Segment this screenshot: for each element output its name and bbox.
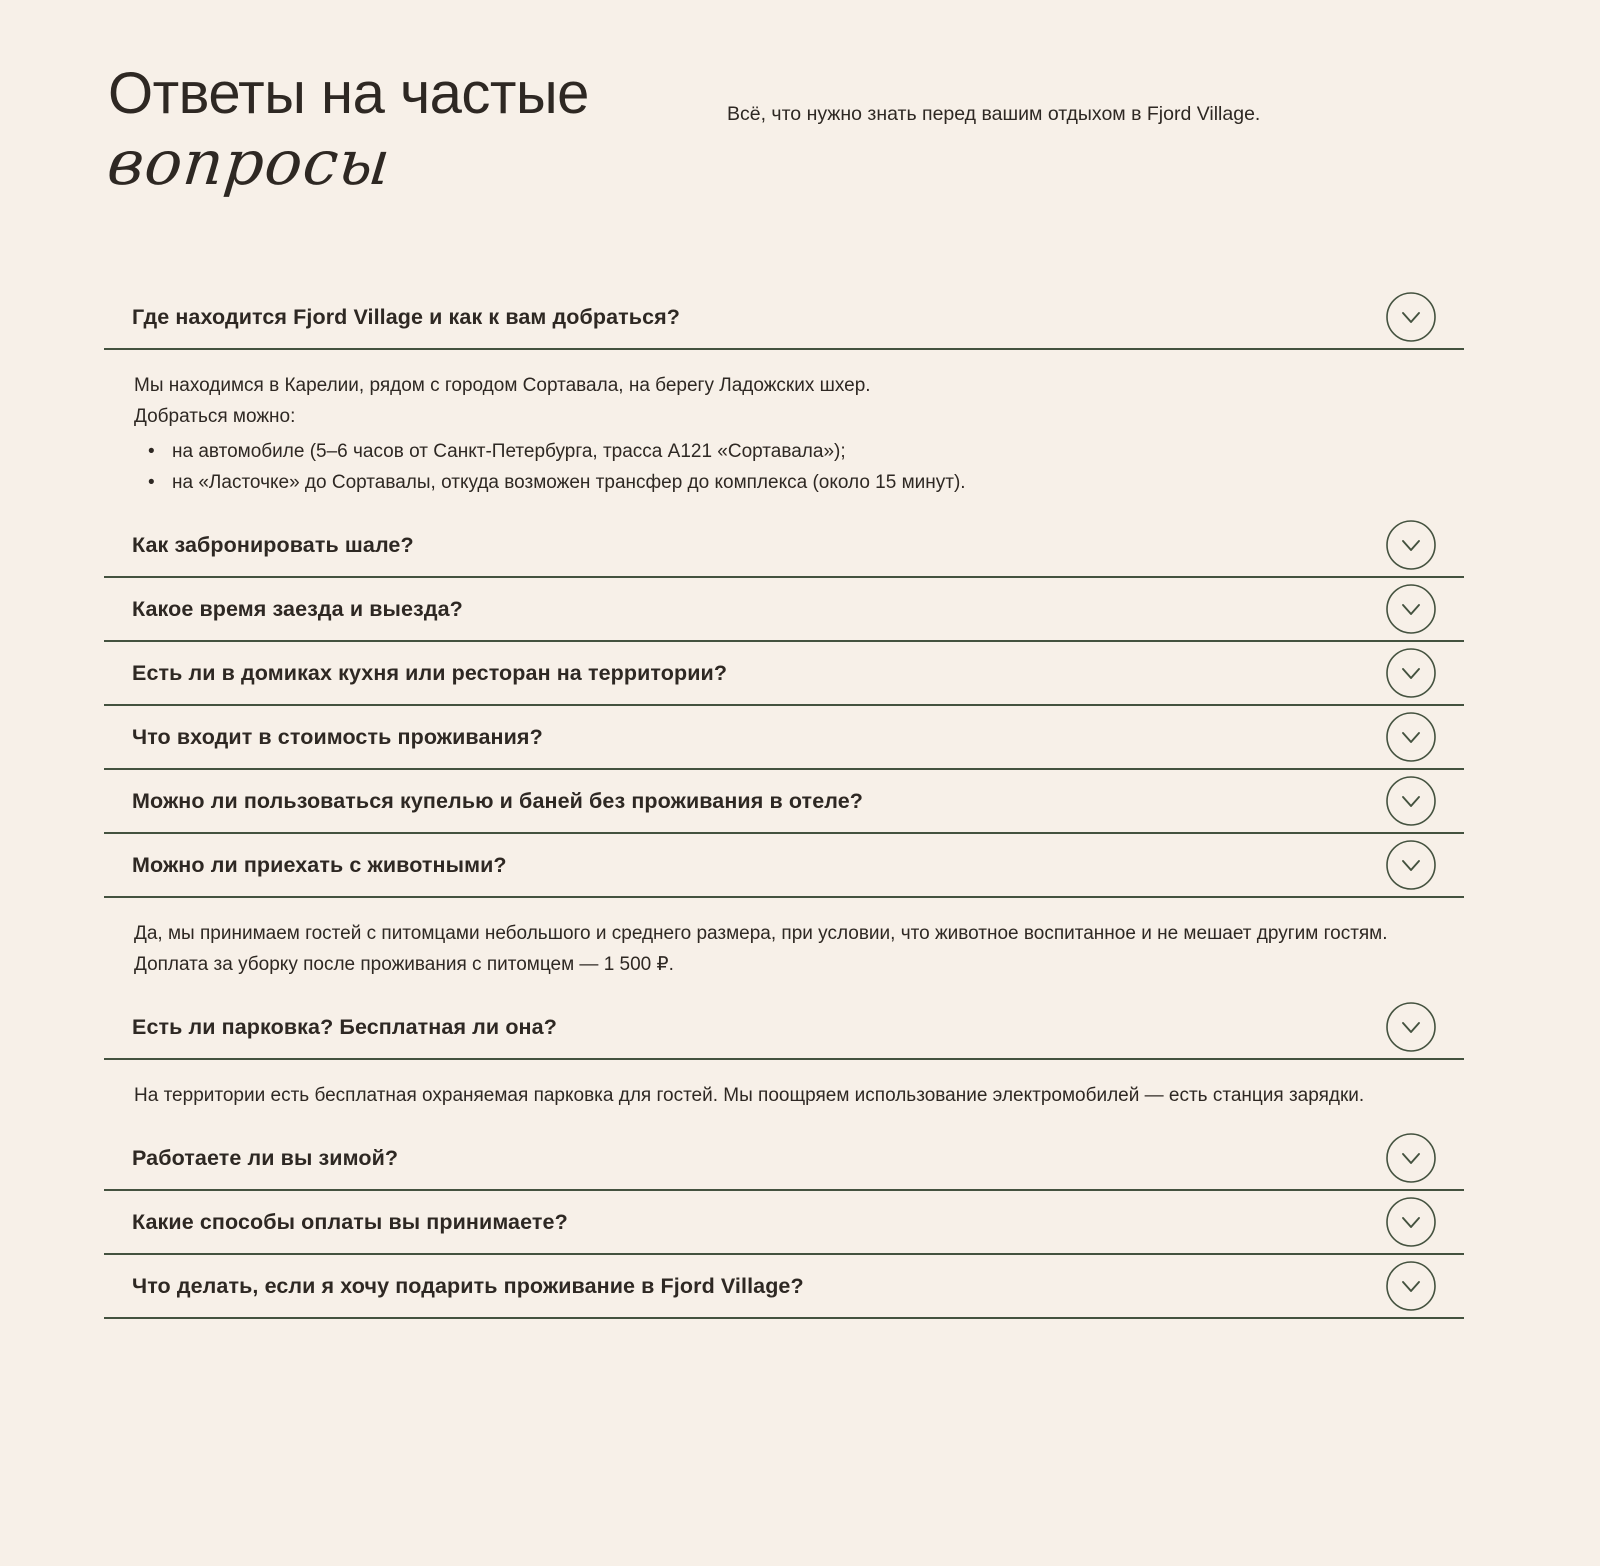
chevron-down-icon[interactable]	[1386, 1133, 1436, 1183]
faq-item	[104, 286, 1464, 514]
chevron-down-icon[interactable]	[1386, 648, 1436, 698]
faq-question-label: Есть ли парковка? Бесплатная ли она?	[132, 1015, 557, 1039]
faq-divider	[104, 1317, 1464, 1319]
faq-question-row[interactable]	[104, 1255, 1464, 1317]
faq-item	[104, 1191, 1464, 1255]
faq-answer-list-item: • на автомобиле (5–6 часов от Санкт-Петербурга, трасса А121 «Сортавала»);	[170, 436, 1434, 467]
faq-answer	[104, 898, 1464, 996]
faq-question-label: Можно ли пользоваться купелью и баней без проживания в отеле?	[132, 789, 864, 813]
page-title-line-2: вопросы	[104, 126, 395, 199]
chevron-down-icon[interactable]	[1386, 520, 1436, 570]
faq-answer-paragraph: Мы находимся в Карелии, рядом с городом Сортавала, на берегу Ладожских шхер.	[134, 375, 871, 396]
page-subtitle: Всё, что нужно знать перед вашим отдыхом в Fjord Village.	[727, 103, 1261, 125]
faq-question-label: Какое время заезда и выезда?	[132, 597, 463, 621]
chevron-down-icon[interactable]	[1386, 292, 1436, 342]
faq-item	[104, 834, 1464, 996]
faq-answer-paragraph: На территории есть бесплатная охраняемая парковка для гостей. Мы поощряем использование электромобилей — есть станция зарядки.	[134, 1085, 1365, 1106]
faq-question-row[interactable]	[104, 834, 1464, 896]
faq-answer-list-item: • на «Ласточке» до Сортавалы, откуда возможен трансфер до комплекса (около 15 минут).	[170, 467, 1434, 498]
faq-item	[104, 1127, 1464, 1191]
faq-item	[104, 706, 1464, 770]
faq-item	[104, 1255, 1464, 1319]
faq-answer-list	[134, 436, 1434, 498]
faq-answer-paragraph: Доплата за уборку после проживания с питомцем — 1 500 ₽.	[134, 954, 674, 975]
chevron-down-icon[interactable]	[1386, 840, 1436, 890]
chevron-down-icon[interactable]	[1386, 1261, 1436, 1311]
faq-answer	[104, 1060, 1464, 1127]
faq-question-row[interactable]	[104, 514, 1464, 576]
chevron-down-icon[interactable]	[1386, 776, 1436, 826]
faq-question-label: Есть ли в домиках кухня или ресторан на территории?	[132, 661, 728, 685]
faq-question-row[interactable]	[104, 578, 1464, 640]
faq-question-row[interactable]	[104, 286, 1464, 348]
page-header	[0, 0, 1600, 270]
faq-question-label: Что делать, если я хочу подарить проживание в Fjord Village?	[132, 1274, 804, 1298]
faq-accordion	[104, 286, 1464, 1319]
faq-item	[104, 514, 1464, 578]
faq-question-label: Как забронировать шале?	[132, 533, 414, 557]
faq-question-row[interactable]	[104, 642, 1464, 704]
faq-question-label: Что входит в стоимость проживания?	[132, 725, 543, 749]
page-title-line-1: Ответы на частые	[108, 61, 589, 126]
faq-question-label: Работаете ли вы зимой?	[132, 1146, 399, 1170]
faq-question-row[interactable]	[104, 706, 1464, 768]
faq-item	[104, 642, 1464, 706]
faq-answer-paragraph: Добраться можно:	[134, 406, 296, 427]
chevron-down-icon[interactable]	[1386, 1197, 1436, 1247]
faq-question-row[interactable]	[104, 770, 1464, 832]
faq-item	[104, 770, 1464, 834]
faq-question-row[interactable]	[104, 996, 1464, 1058]
chevron-down-icon[interactable]	[1386, 1002, 1436, 1052]
faq-question-label: Можно ли приехать с животными?	[132, 853, 507, 877]
faq-answer-paragraph: Да, мы принимаем гостей с питомцами небольшого и среднего размера, при условии, что животное воспитанное и не мешает другим гостям.	[134, 923, 1388, 944]
chevron-down-icon[interactable]	[1386, 584, 1436, 634]
faq-answer	[104, 350, 1464, 514]
faq-question-label: Где находится Fjord Village и как к вам добраться?	[132, 305, 681, 329]
faq-question-label: Какие способы оплаты вы принимаете?	[132, 1210, 568, 1234]
faq-item	[104, 578, 1464, 642]
page-title	[104, 61, 728, 199]
faq-item	[104, 996, 1464, 1127]
faq-question-row[interactable]	[104, 1127, 1464, 1189]
chevron-down-icon[interactable]	[1386, 712, 1436, 762]
faq-question-row[interactable]	[104, 1191, 1464, 1253]
